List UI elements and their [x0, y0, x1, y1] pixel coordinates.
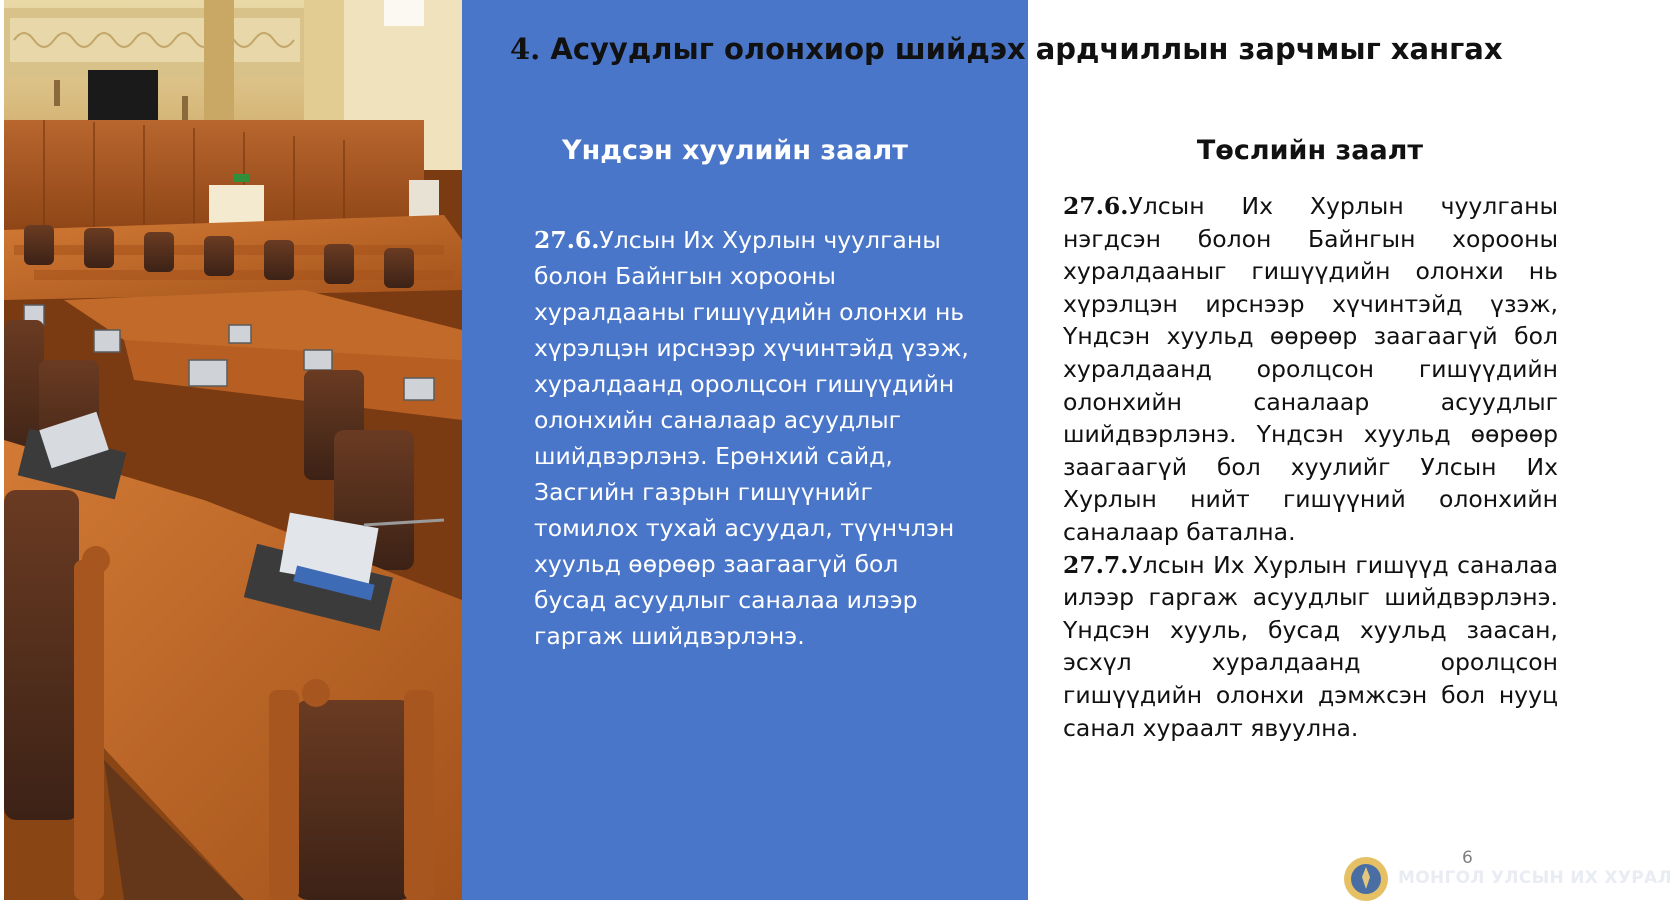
page-number: 6: [1462, 848, 1473, 868]
constitution-article-text: Улсын Их Хурлын чуулганы болон Байнгын хорооны хуралдааны гишүүдийн олонхи нь хүрэлцэн ирснээр хүчинтэйд үзэж, хуралдаанд оролцсон гишүүдийн олонхийн саналаар асуудлыг шийдвэрлэнэ. Ерөнхий сайд, Засгийн газрын гишүүнийг томилох тухай асуудал, түүнчлэн хуульд өөрөөр заагаагүй бол бусад асуудлыг саналаа илээр гаргаж шийдвэрлэнэ.: [534, 226, 969, 650]
draft-article: [1063, 190, 1558, 549]
draft-article-text: Улсын Их Хурлын чуулганы нэгдсэн болон Байнгын хорооны хуралдааныг гишүүдийн олонхи нь хүрэлцэн ирснээр хүчинтэйд үзэж, Үндсэн хуульд өөрөөр заагаагүй бол хуралдаанд оролцсон гишүүдийн олонхийн саналаар асуудлыг шийдвэрлэнэ. Үндсэн хуульд өөрөөр заагаагүй бол хуулийг Улсын Их Хурлын нийт гишүүний олонхийн саналаар батална.: [1063, 192, 1558, 546]
slide-title: [510, 32, 1570, 66]
constitution-heading: Үндсэн хуулийн заалт: [562, 135, 908, 166]
footer-organization-name: МОНГОЛ УЛСЫН ИХ ХУРАЛ: [1398, 868, 1672, 888]
draft-article-text: Улсын Их Хурлын гишүүд саналаа илээр гаргаж асуудлыг шийдвэрлэнэ. Үндсэн хууль, бусад хуульд заасан, эсхүл хуралдаанд оролцсон гишүүдийн олонхи дэмжсэн бол нууц санал хураалт явуулна.: [1063, 550, 1558, 742]
parliament-emblem-icon: [1342, 855, 1390, 903]
title-number: 4.: [510, 32, 541, 66]
draft-article-number: 27.6.: [1063, 192, 1129, 220]
draft-article-number: 27.7.: [1063, 550, 1129, 579]
constitution-article-number: 27.6.: [534, 226, 600, 254]
constitution-article: [534, 222, 974, 654]
draft-heading: Төслийн заалт: [1196, 135, 1424, 166]
parliament-hall-photo: [4, 0, 462, 900]
draft-article: [1063, 549, 1558, 745]
title-text: Асуудлыг олонхиор шийдэх ардчиллын зарчмыг хангах: [540, 32, 1503, 66]
draft-articles: [1063, 190, 1558, 744]
